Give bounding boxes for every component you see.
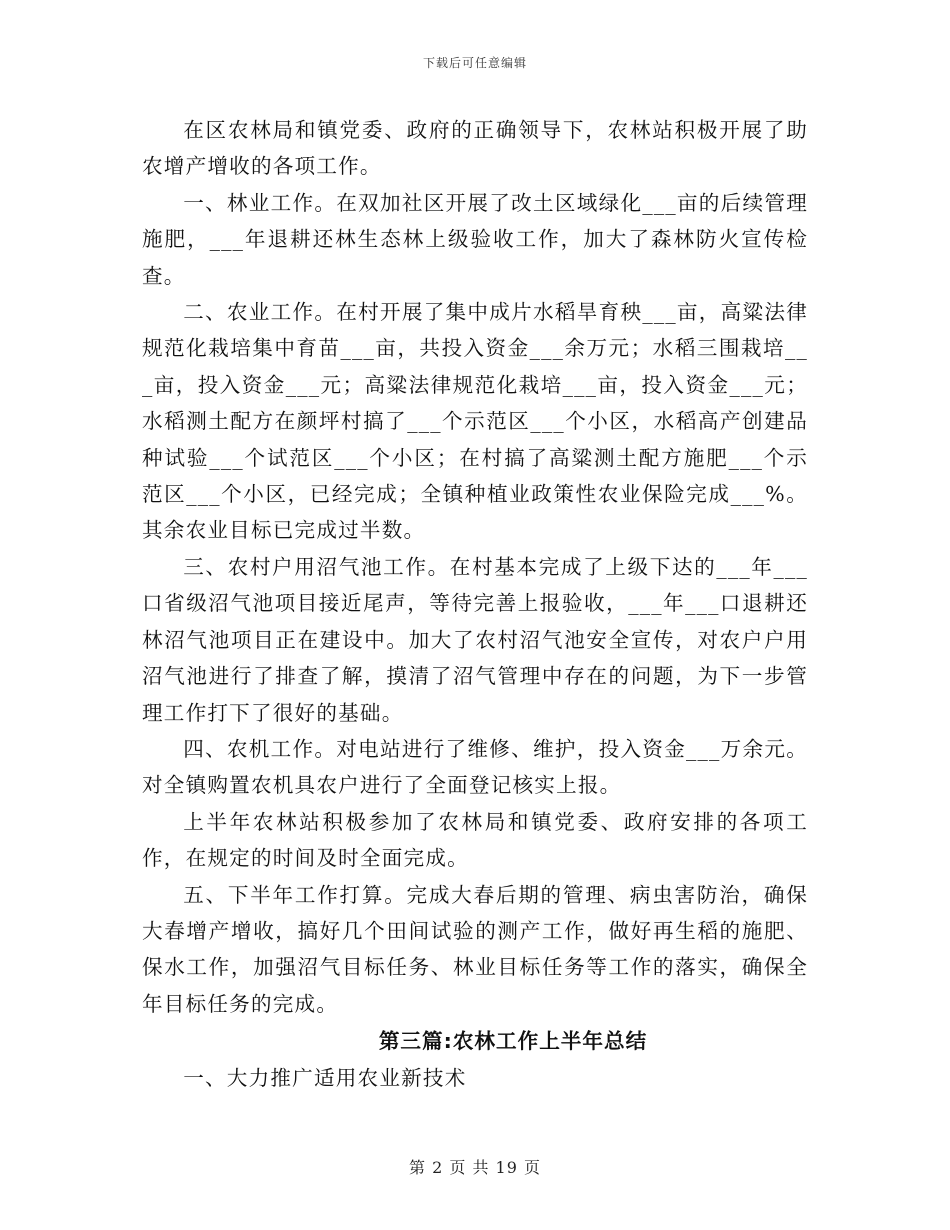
page-header-note: 下载后可任意编辑: [422, 56, 527, 70]
document-body: [142, 112, 808, 1097]
paragraph-summary: 上半年农林站积极参加了农林局和镇党委、政府安排的各项工作，在规定的时间及时全面完成。: [142, 809, 808, 871]
paragraph-machinery: 四、农机工作。对电站进行了维修、维护，投入资金___万余元。对全镇购置农机具农户进行了全面登记核实上报。: [142, 736, 808, 798]
paragraph-subheading: 一、大力推广适用农业新技术: [183, 1066, 467, 1091]
paragraph-intro: 在区农林局和镇党委、政府的正确领导下，农林站积极开展了助农增产增收的各项工作。: [142, 118, 808, 179]
paragraph-biogas: 三、农村户用沼气池工作。在村基本完成了上级下达的___年___口省级沼气池项目接近尾声，等待完善上报验收，___年___口退耕还林沼气池项目正在建设中。加大了农村沼气池安全宣传，对农户户用沼气池进行了排查了解，摸清了沼气管理中存在的问题，为下一步管理工作打下了很好的基础。: [142, 554, 808, 725]
page-number: 第 2 页 共 19 页: [409, 1158, 541, 1177]
section-title: 第三篇:农林工作上半年总结: [378, 1029, 648, 1054]
paragraph-agriculture: 二、农业工作。在村开展了集中成片水稻旱育秧___亩，高粱法律规范化栽培集中育苗___亩，共投入资金___余万元；水稻三围栽培___亩，投入资金___元；高粱法律规范化栽培___亩，投入资金___元；水稻测土配方在颜坪村搞了___个示范区___个小区，水稻高产创建品种试验___个试范区___个小区；在村搞了高粱测土配方施肥___个示范区___个小区，已经完成；全镇种植业政策性农业保险完成___%。其余农业目标已完成过半数。: [142, 300, 808, 543]
paragraph-plan: 五、下半年工作打算。完成大春后期的管理、病虫害防治，确保大春增产增收，搞好几个田间试验的测产工作，做好再生稻的施肥、保水工作，加强沼气目标任务、林业目标任务等工作的落实，确保全年目标任务的完成。: [142, 882, 808, 1016]
paragraph-forestry: 一、林业工作。在双加社区开展了改土区域绿化___亩的后续管理施肥，___年退耕还林生态林上级验收工作，加大了森林防火宣传检查。: [142, 190, 808, 288]
